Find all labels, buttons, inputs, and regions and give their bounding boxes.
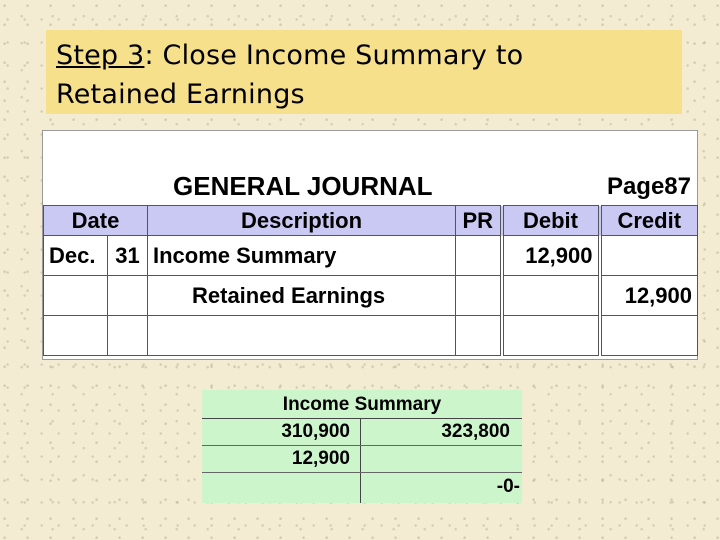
column-header-date: Date (44, 206, 148, 236)
entry-debit (502, 316, 600, 356)
slide-title-line1 (56, 36, 672, 75)
title-step-label: Step 3 (56, 40, 145, 71)
journal-row (44, 276, 698, 316)
entry-pr (456, 236, 502, 276)
entry-month: Dec. (44, 236, 108, 276)
t-account-credit: -0- (496, 476, 520, 497)
entry-description (148, 316, 456, 356)
entry-month (44, 316, 108, 356)
t-account-top-rule (202, 418, 522, 419)
t-account-center-rule (360, 418, 361, 503)
journal-heading: GENERAL JOURNAL (173, 171, 433, 201)
journal-row (44, 316, 698, 356)
journal-row (44, 236, 698, 276)
column-header-pr: PR (456, 206, 502, 236)
entry-pr (456, 276, 502, 316)
t-account-title: Income Summary (282, 394, 442, 415)
entry-debit (502, 276, 600, 316)
journal-table (43, 205, 698, 356)
income-summary-t-account (202, 390, 522, 503)
entry-day: 31 (108, 236, 148, 276)
journal-page-number: Page87 (606, 173, 691, 200)
entry-credit (600, 236, 698, 276)
entry-description: Income Summary (148, 236, 456, 276)
entry-pr (456, 316, 502, 356)
entry-credit: 12,900 (600, 276, 698, 316)
t-account-row-divider (202, 445, 522, 446)
entry-credit (600, 316, 698, 356)
title-step-text: : Close Income Summary to (144, 40, 524, 71)
entry-day (108, 316, 148, 356)
t-account-row-divider (202, 472, 522, 473)
general-journal (42, 130, 698, 360)
entry-description: Retained Earnings (148, 276, 456, 316)
t-account-debit: 12,900 (291, 448, 350, 469)
t-account-credit: 323,800 (441, 421, 510, 442)
entry-day (108, 276, 148, 316)
column-header-description: Description (148, 206, 456, 236)
slide-title-line2: Retained Earnings (56, 79, 305, 110)
journal-header-row (44, 206, 698, 236)
column-header-credit: Credit (600, 206, 698, 236)
slide-title-box (46, 30, 682, 114)
entry-month (44, 276, 108, 316)
entry-debit: 12,900 (502, 236, 600, 276)
t-account-debit: 310,900 (281, 421, 350, 442)
column-header-debit: Debit (502, 206, 600, 236)
